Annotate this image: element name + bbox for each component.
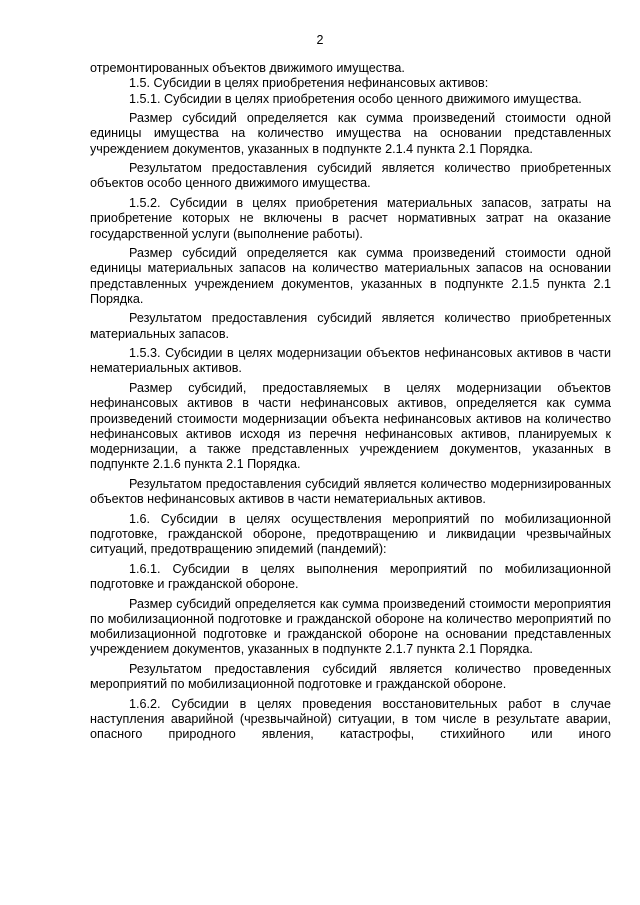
paragraph-1-6: 1.6. Субсидии в целях осуществления мероприятий по мобилизационной подготовке, гражданской обороне, предотвращению и ликвидации чрезвычайных ситуаций, предотвращению эпидемий (пандемий): xyxy=(90,511,611,557)
paragraph-1-6-2: 1.6.2. Субсидии в целях проведения восстановительных работ в случае наступления аварийной (чрезвычайной) ситуации, в том числе в результате аварии, опасного природного явления, катастрофы, стихийного или иного xyxy=(90,696,611,742)
document-body xyxy=(90,61,611,743)
paragraph-1-5: 1.5. Субсидии в целях приобретения нефинансовых активов: xyxy=(129,76,489,91)
paragraph-1-6-1-result: Результатом предоставления субсидий является количество проведенных мероприятий по мобилизационной подготовке и гражданской обороне. xyxy=(90,661,611,692)
paragraph-1-5-3-result: Результатом предоставления субсидий является количество модернизированных объектов нефинансовых активов в части нематериальных активов. xyxy=(90,476,611,507)
page-number: 2 xyxy=(316,33,324,47)
paragraph-1-5-3-size: Размер субсидий, предоставляемых в целях модернизации объектов нефинансовых активов в части нефинансовых активов, определяется как сумма произведений стоимости модернизации объекта нефинансовых активов на количество нефинансовых активов исходя из перечня нефинансовых активов, планируемых к модернизации, а также представленных учреждением документов, указанных в подпункте 2.1.6 пункта 2.1 Порядка. xyxy=(90,380,611,472)
paragraph-1-6-1-size: Размер субсидий определяется как сумма произведений стоимости мероприятия по мобилизационной подготовке и гражданской обороне на количество мероприятий по мобилизационной подготовке и гражданской обороне на основании представленных учреждением документов, указанных в подпункте 2.1.7 пункта 2.1 Порядка. xyxy=(90,596,611,657)
paragraph-1-5-3: 1.5.3. Субсидии в целях модернизации объектов нефинансовых активов в части нематериальных активов. xyxy=(90,346,611,376)
paragraph-1-5-2-result: Результатом предоставления субсидий является количество приобретенных материальных запасов. xyxy=(90,311,611,341)
paragraph-1-5-2: 1.5.2. Субсидии в целях приобретения материальных запасов, затраты на приобретение которых не включены в расчет нормативных затрат на оказание государственной услуги (выполнение работы). xyxy=(90,195,611,241)
paragraph-1-5-2-size: Размер субсидий определяется как сумма произведений стоимости одной единицы материальных запасов на количество материальных запасов на основании представленных учреждением документов, указанных в подпункте 2.1.5 пункта 2.1 Порядка. xyxy=(90,246,611,306)
paragraph-1-6-1: 1.6.1. Субсидии в целях выполнения мероприятий по мобилизационной подготовке и гражданской обороне. xyxy=(90,561,611,592)
paragraph-1-5-1: 1.5.1. Субсидии в целях приобретения особо ценного движимого имущества. xyxy=(129,91,582,106)
paragraph-1-5-1-result: Результатом предоставления субсидий является количество приобретенных объектов особо ценного движимого имущества. xyxy=(90,161,611,191)
paragraph-1-5-1-size: Размер субсидий определяется как сумма произведений стоимости одной единицы имущества на количество имущества на основании представленных учреждением документов, указанных в подпункте 2.1.4 пункта 2.1 Порядка. xyxy=(90,111,611,156)
paragraph-continuation: отремонтированных объектов движимого имущества. xyxy=(90,61,405,75)
